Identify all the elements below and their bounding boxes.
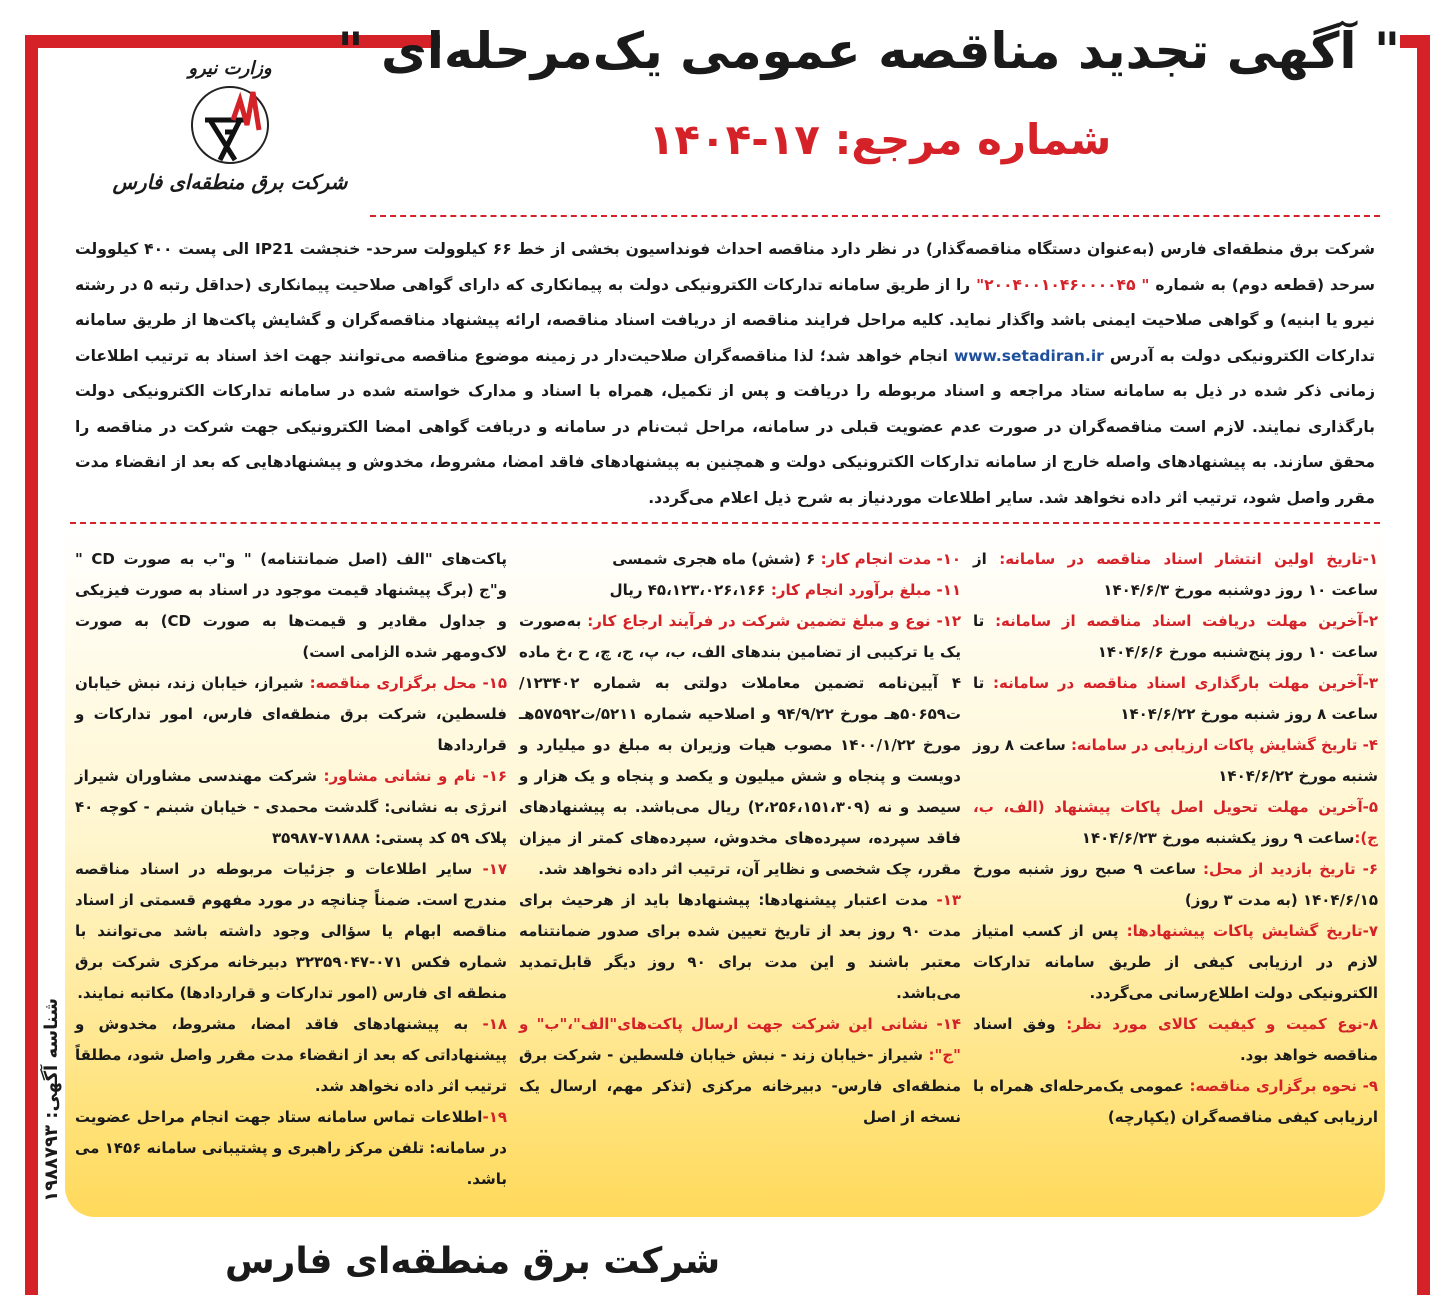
list-item <box>973 1071 1378 1133</box>
column-middle <box>519 544 961 1195</box>
item-text: عمومی یک‌مرحله‌ای همراه با ارزیابی کیفی مناقصه‌گران (یکپارچه) <box>973 1077 1378 1126</box>
item-text: اطلاعات تماس سامانه ستاد جهت انجام مراحل عضویت در سامانه: تلفن مرکز راهبری و پشتیبانی سامانه ۱۴۵۶ می باشد. <box>75 1108 507 1188</box>
list-item <box>75 854 507 1009</box>
item-label: ۱۲- نوع و مبلغ تضمین شرکت در فرآیند ارجاع کار: <box>587 612 962 630</box>
item-label: ۷-تاریخ گشایش پاکات پیشنهادها: <box>1126 922 1378 940</box>
list-item <box>75 544 507 668</box>
list-item <box>973 792 1378 854</box>
website-link[interactable]: www.setadiran.ir <box>953 346 1104 365</box>
item-text: تا ساعت ۸ روز شنبه مورخ ۱۴۰۴/۶/۲۲ <box>973 674 1378 723</box>
column-right <box>973 544 1378 1195</box>
list-item <box>973 544 1378 606</box>
item-label: ۹- نحوه برگزاری مناقصه: <box>1189 1077 1378 1095</box>
list-item <box>519 1009 961 1133</box>
ad-frame <box>25 35 1430 1295</box>
list-item <box>973 668 1378 730</box>
list-item <box>75 1009 507 1102</box>
list-item <box>519 606 961 885</box>
item-label: ۱۹- <box>482 1108 507 1126</box>
reference-number: شماره مرجع: ۱۷-۱۴۰۴ <box>648 115 1112 164</box>
item-label: ۱۳- <box>936 891 961 909</box>
item-text: پاکت‌های "الف (اصل ضمانتنامه) " و"ب به صورت CD " و"ج (برگ پیشنهاد قیمت موجود در اسناد به صورت فیزیکی و جداول مقادیر و قیمت‌ها به صورت CD) به صورت لاک‌ومهر شده الزامی است) <box>75 550 507 661</box>
item-text: به پیشنهادهای فاقد امضا، مشروط، مخدوش و پیشنهاداتی که بعد از انقضاء مدت مقرر واصل شود، مطلقاً ترتیب اثر داده نخواهد شد. <box>75 1015 507 1095</box>
tender-number: " ۲۰۰۴۰۰۱۰۴۶۰۰۰۰۴۵" <box>976 275 1150 294</box>
divider <box>370 215 1380 217</box>
item-text: ۶ (شش) ماه هجری شمسی <box>612 550 821 568</box>
list-item <box>973 916 1378 1009</box>
item-label: ۱۸- <box>482 1015 507 1033</box>
item-text: سایر اطلاعات و جزئیات مربوطه در اسناد مناقصه مندرج است. ضمناً چنانچه در مورد مفهوم قسمتی از اسناد مناقصه ابهام یا سؤالی وجود داشته باشد می‌توانند با شماره فکس ۰۷۱-۳۲۳۵۹۰۴۷ دبیرخانه مرکزی شرکت برق منطقه ای فارس (امور تدارکات و قراردادها) مکاتبه نمایند. <box>75 860 507 1002</box>
item-label: ۱۴- نشانی این شرکت جهت ارسال پاکت‌های"الف"،"ب" و "ج": <box>519 1015 961 1064</box>
item-label: ۶- تاریخ بازدید از محل: <box>1203 860 1378 878</box>
item-text: به‌صورت یک یا ترکیبی از تضامین بندهای الف، ب، پ، ج، چ، ح ،خ ماده ۴ آیین‌نامه تضمین معاملات دولتی به شماره ۱۲۳۴۰۲/ت۵۰۶۵۹هـ مورخ ۹۴/۹/۲۲ و اصلاحیه شماره ۵۲۱۱/ت۵۷۵۹۲هـ مورخ ۱۴۰۰/۱/۲۲ مصوب هیات وزیران به مبلغ دو میلیارد و دویست و پنجاه و شش میلیون و یکصد و پنجاه و یک هزار و سیصد و نه (۲،۲۵۶،۱۵۱،۳۰۹) ریال می‌باشد. به پیشنهادهای فاقد سپرده، سپرده‌های مخدوش، سپرده‌های کمتر از میزان مقرر، چک شخصی و نظایر آن، ترتیب اثر داده نخواهد شد. <box>519 612 961 878</box>
footer-company: شرکت برق منطقه‌ای فارس <box>225 1241 721 1282</box>
item-text: ساعت ۸ روز شنبه مورخ ۱۴۰۴/۶/۲۲ <box>973 736 1378 785</box>
item-label: ۲-آخرین مهلت دریافت اسناد مناقصه از سامانه: <box>995 612 1378 630</box>
intro-text: را از طریق سامانه تدارکات الکترونیکی دولت به پیمانکاری که دارای گواهی صلاحیت پیمانکاری (حداقل رتبه ۵ در رشته نیرو یا ابنیه) و گواهی صلاحیت ایمنی باشد واگذار نماید. کلیه مراحل فرایند مناقصه از دریافت اسناد مناقصه، ارائه پیشنهاد مناقصه‌گران و گشایش پاکت‌ها از طریق سامانه تدارکات الکترونیکی دولت به آدرس <box>75 275 1375 365</box>
item-label: ۵-آخرین مهلت تحویل اصل پاکات پیشنهاد (الف، ب، ج): <box>973 798 1378 847</box>
logo-ministry-text: وزارت نیرو <box>188 58 272 79</box>
list-item <box>75 668 507 761</box>
list-item <box>519 575 961 606</box>
item-text: ساعت ۹ روز یکشنبه مورخ ۱۴۰۴/۶/۲۳ <box>1081 829 1355 847</box>
list-item <box>519 885 961 1009</box>
list-item <box>75 761 507 854</box>
item-label: ۱-تاریخ اولین انتشار اسناد مناقصه در سامانه: <box>999 550 1379 568</box>
details-panel <box>65 524 1385 1217</box>
list-item <box>973 606 1378 668</box>
intro-text: انجام خواهد شد؛ لذا مناقصه‌گران صلاحیت‌دار در زمینه موضوع مناقصه می‌توانند جهت اخذ اسناد به ترتیب اطلاعات زمانی ذکر شده در ذیل به سامانه ستاد مراجعه و اسناد مربوطه را دریافت و پس از تکمیل، همراه با اسناد و مدارک خواسته شده در سامانه تدارکات الکترونیکی دولت بارگذاری نمایند. لازم است مناقصه‌گران در صورت عدم عضویت قبلی در سامانه، مراحل ثبت‌نام در سامانه و دریافت گواهی امضا الکترونیکی جهت شرکت در مناقصه را محقق سازند. به پیشنهادهای واصله خارج از سامانه تدارکات الکترونیکی دولت و همچنین به پیشنهادهای فاقد امضا، مشروط، مخدوش و پیشنهادهایی که بعد از انقضاء مدت مقرر واصل شود، ترتیب اثر داده نخواهد شد. سایر اطلاعات موردنیاز به شرح ذیل اعلام می‌گردد. <box>75 346 1375 507</box>
list-item <box>973 854 1378 916</box>
item-text: وفق اسناد مناقصه خواهد بود. <box>973 1015 1378 1064</box>
intro-text: شرکت برق منطقه‌ای فارس (به‌عنوان دستگاه مناقصه‌گذار) در نظر دارد مناقصه احداث فونداسیون بخشی از خط ۶۶ کیلوولت سرحد- خنجشت IP21 الی پست ۴۰۰ کیلوولت سرحد (قطعه دوم) به شماره <box>75 240 1375 294</box>
power-logo-icon <box>185 80 275 170</box>
item-label: ۱۰- مدت انجام کار: <box>820 550 961 568</box>
item-label: ۱۱- مبلغ برآورد انجام کار: <box>770 581 961 599</box>
item-text: از ساعت ۱۰ روز دوشنبه مورخ ۱۴۰۴/۶/۳ <box>973 550 1378 599</box>
company-logo <box>100 58 360 194</box>
ad-title: " آگهی تجدید مناقصه عمومی یک‌مرحله‌ای " <box>337 22 1400 80</box>
item-text: مدت اعتبار پیشنهادها: پیشنهادها باید از هرحیث برای مدت ۹۰ روز بعد از تاریخ تعیین شده برای صدور ضمانتنامه معتبر باشند و این مدت برای ۹۰ روز دیگر قابل‌تمدید می‌باشد. <box>519 891 962 1002</box>
item-text: ۴۵،۱۲۳،۰۲۶،۱۶۶ ریال <box>609 581 771 599</box>
item-label: ۳-آخرین مهلت بارگذاری اسناد مناقصه در سامانه: <box>993 674 1378 692</box>
item-label: ۸-نوع کمیت و کیفیت کالای مورد نظر: <box>1066 1015 1378 1033</box>
list-item <box>973 1009 1378 1071</box>
footer-row <box>75 1239 1375 1285</box>
ad-id <box>38 965 66 1235</box>
item-text: پس از کسب امتیاز لازم در ارزیابی کیفی از طریق سامانه تدارکات الکترونیکی دولت اطلاع‌رسانی می‌گردد. <box>973 922 1378 1002</box>
item-text: ساعت ۹ صبح روز شنبه مورخ ۱۴۰۴/۶/۱۵ (به مدت ۳ روز) <box>973 860 1378 909</box>
item-label: ۴- تاریخ گشایش پاکات ارزیابی در سامانه: <box>1070 736 1378 754</box>
item-text: تا ساعت ۱۰ روز پنج‌شنبه مورخ ۱۴۰۴/۶/۶ <box>973 612 1378 661</box>
ad-id-text: شناسه آگهی: ۱۹۸۸۷۹۳ <box>41 998 62 1202</box>
list-item <box>519 544 961 575</box>
item-label: ۱۷- <box>482 860 507 878</box>
item-text: شرکت مهندسی مشاوران شیراز انرژی به نشانی: گلدشت محمدی - خیابان شبنم - کوچه ۴۰ پلاک ۵۹ کد پستی: ۷۱۸۸۸-۳۵۹۸۷ <box>75 767 507 847</box>
item-text: شیراز -خیابان زند - نبش خیابان فلسطین - شرکت برق منطقه‌ای فارس- دبیرخانه مرکزی (تذکر مهم، ارسال یک نسخه از اصل <box>519 1046 961 1126</box>
column-left <box>75 544 507 1195</box>
item-label: ۱۶- نام و نشانی مشاور: <box>323 767 507 785</box>
intro-paragraph <box>75 232 1375 516</box>
item-label: ۱۵- محل برگزاری مناقصه: <box>309 674 507 692</box>
list-item <box>973 730 1378 792</box>
list-item <box>75 1102 507 1195</box>
logo-company-text: شرکت برق منطقه‌ای فارس <box>112 170 348 194</box>
item-text: شیراز، خیابان زند، نبش خیابان فلسطین، شرکت برق منطقه‌ای فارس، امور تدارکات و قراردادها <box>75 674 507 754</box>
